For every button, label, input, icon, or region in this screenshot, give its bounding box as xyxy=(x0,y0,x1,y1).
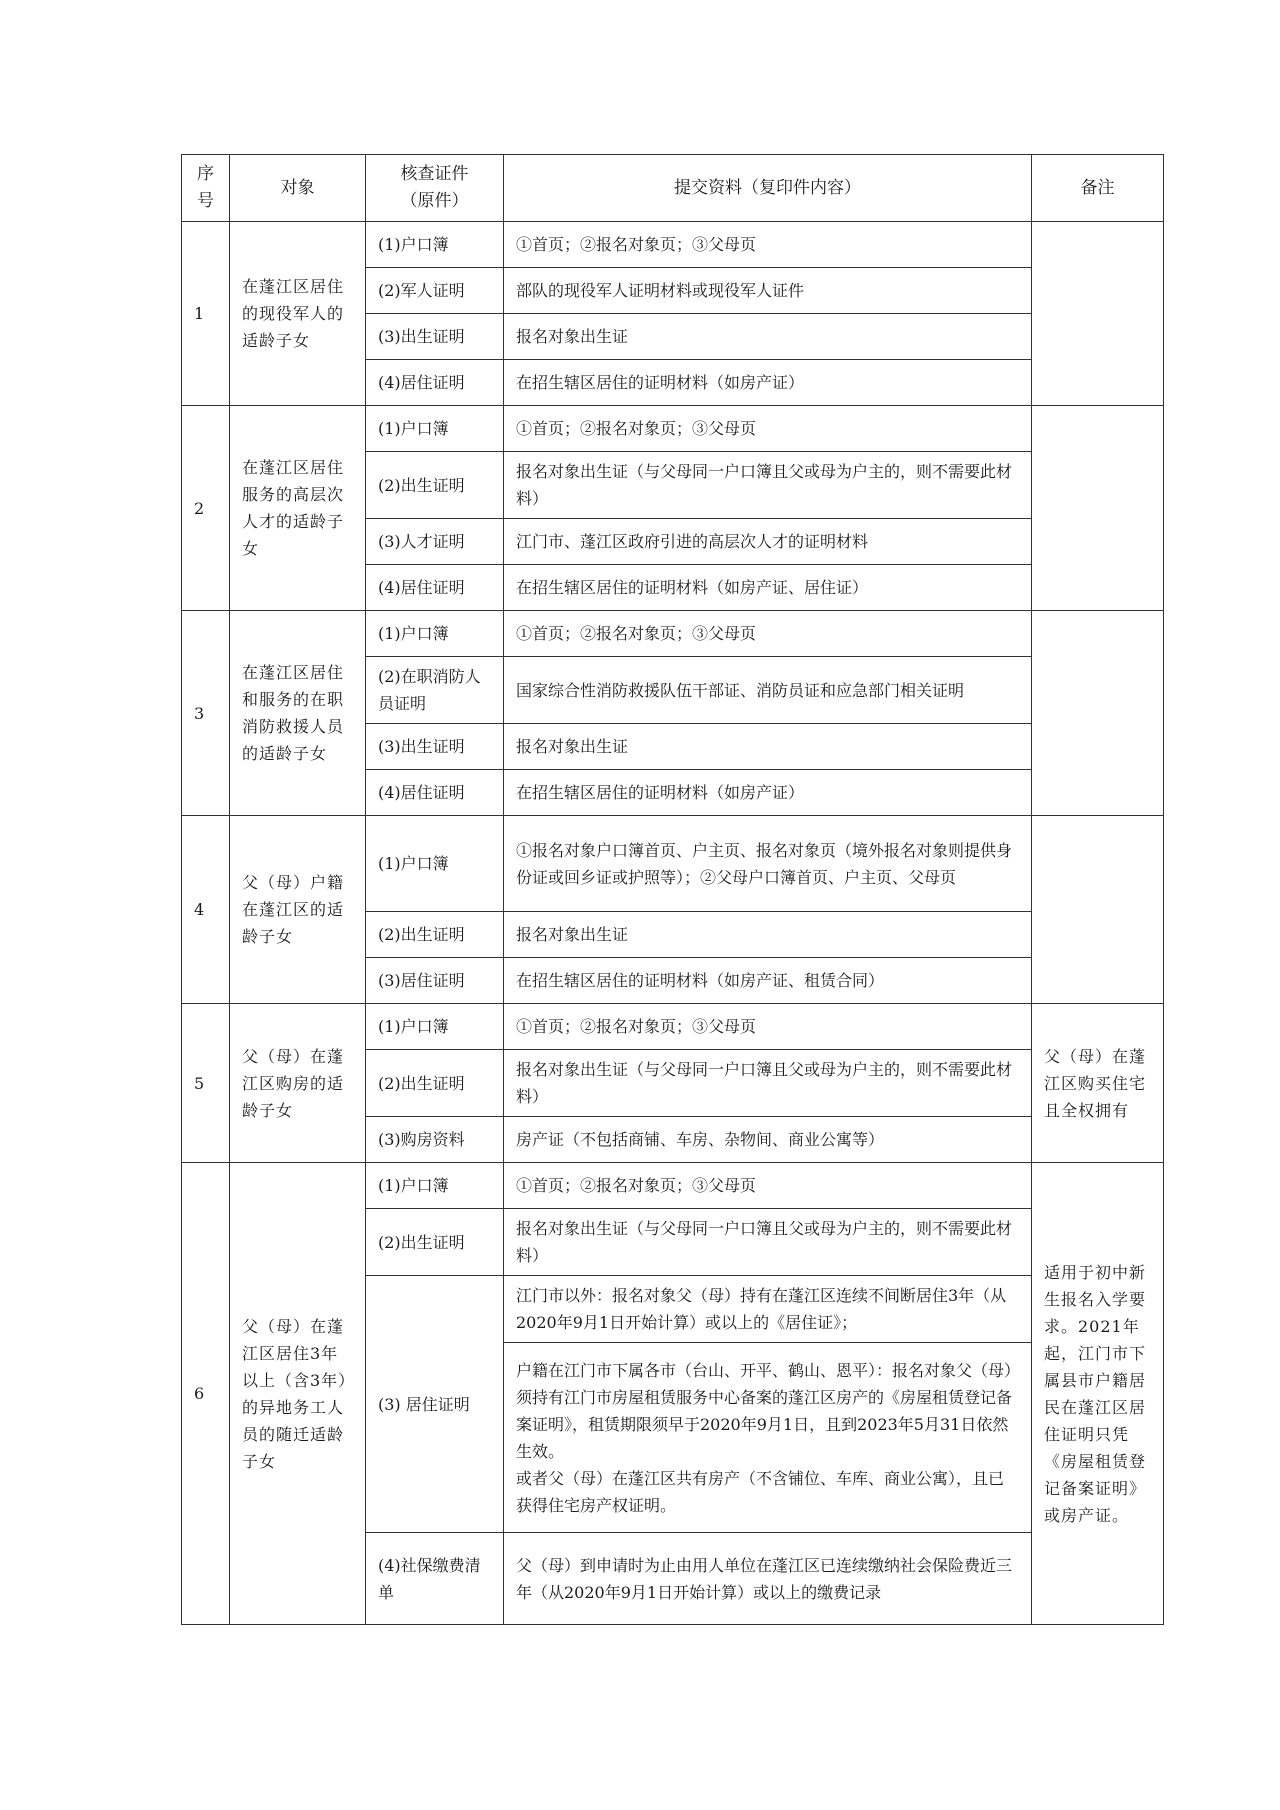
row-seq: 6 xyxy=(182,1163,230,1625)
row-note xyxy=(1032,222,1164,406)
cert-cell: (2)出生证明 xyxy=(366,1050,504,1117)
material-cell: 在招生辖区居住的证明材料（如房产证、租赁合同） xyxy=(504,958,1032,1004)
cert-cell: (3) 居住证明 xyxy=(366,1276,504,1533)
cert-cell: (2)军人证明 xyxy=(366,268,504,314)
enrollment-materials-table xyxy=(181,154,1164,1625)
material-cell: ①首页；②报名对象页；③父母页 xyxy=(504,611,1032,657)
cert-cell: (1)户口簿 xyxy=(366,611,504,657)
material-cell: 报名对象出生证 xyxy=(504,912,1032,958)
material-cell: 报名对象出生证 xyxy=(504,314,1032,360)
material-cell: ①首页；②报名对象页；③父母页 xyxy=(504,1004,1032,1050)
header-seq: 序号 xyxy=(182,155,230,222)
row-seq: 4 xyxy=(182,816,230,1004)
cert-cell: (1)户口簿 xyxy=(366,816,504,912)
material-cell xyxy=(504,1343,1032,1533)
cert-cell: (2)出生证明 xyxy=(366,1209,504,1276)
cert-cell: (2)出生证明 xyxy=(366,452,504,519)
header-cert: 核查证件 （原件） xyxy=(366,155,504,222)
material-cell: 在招生辖区居住的证明材料（如房产证） xyxy=(504,360,1032,406)
row-target: 在蓬江区居住和服务的在职消防救援人员的适龄子女 xyxy=(230,611,366,816)
row-target: 在蓬江区居住的现役军人的适龄子女 xyxy=(230,222,366,406)
material-cell: 房产证（不包括商铺、车房、杂物间、商业公寓等） xyxy=(504,1117,1032,1163)
table-row xyxy=(182,1004,1164,1050)
cert-cell: (1)户口簿 xyxy=(366,222,504,268)
table-row xyxy=(182,406,1164,452)
cert-cell: (3)居住证明 xyxy=(366,958,504,1004)
material-cell: 报名对象出生证 xyxy=(504,724,1032,770)
material-cell: 在招生辖区居住的证明材料（如房产证、居住证） xyxy=(504,565,1032,611)
header-row xyxy=(182,155,1164,222)
row-target: 父（母）在蓬江区购房的适龄子女 xyxy=(230,1004,366,1163)
cert-cell: (3)人才证明 xyxy=(366,519,504,565)
row-seq: 5 xyxy=(182,1004,230,1163)
row-note xyxy=(1032,816,1164,1004)
material-cell: ①报名对象户口簿首页、户主页、报名对象页（境外报名对象则提供身份证或回乡证或护照等）；②父母户口簿首页、户主页、父母页 xyxy=(504,816,1032,912)
material-cell: 报名对象出生证（与父母同一户口簿且父或母为户主的，则不需要此材料） xyxy=(504,452,1032,519)
row-seq: 1 xyxy=(182,222,230,406)
cert-cell: (3)购房资料 xyxy=(366,1117,504,1163)
table-row xyxy=(182,1163,1164,1209)
cert-cell: (2)出生证明 xyxy=(366,912,504,958)
material-cell: 在招生辖区居住的证明材料（如房产证） xyxy=(504,770,1032,816)
table-row xyxy=(182,611,1164,657)
cert-cell: (1)户口簿 xyxy=(366,1163,504,1209)
row-note xyxy=(1032,611,1164,816)
row-note xyxy=(1032,406,1164,611)
material-text-extra: 或者父（母）在蓬江区共有房产（不含铺位、车库、商业公寓），且已获得住宅房产权证明。 xyxy=(516,1468,1005,1515)
row-target: 父（母）在蓬江区居住3年以上（含3年）的异地务工人员的随迁适龄子女 xyxy=(230,1163,366,1625)
row-note: 父（母）在蓬江区购买住宅且全权拥有 xyxy=(1032,1004,1164,1163)
material-cell: 报名对象出生证（与父母同一户口簿且父或母为户主的，则不需要此材料） xyxy=(504,1209,1032,1276)
cert-cell: (2)在职消防人员证明 xyxy=(366,657,504,724)
row-note: 适用于初中新生报名入学要求。2021年起，江门市下属县市户籍居民在蓬江区居住证明只凭《房屋租赁登记备案证明》或房产证。 xyxy=(1032,1163,1164,1625)
material-cell: ①首页；②报名对象页；③父母页 xyxy=(504,222,1032,268)
material-cell: 国家综合性消防救援队伍干部证、消防员证和应急部门相关证明 xyxy=(504,657,1032,724)
header-note: 备注 xyxy=(1032,155,1164,222)
table-row xyxy=(182,816,1164,912)
material-cell: ①首页；②报名对象页；③父母页 xyxy=(504,1163,1032,1209)
cert-cell: (3)出生证明 xyxy=(366,314,504,360)
row-target: 父（母）户籍在蓬江区的适龄子女 xyxy=(230,816,366,1004)
row-target: 在蓬江区居住服务的高层次人才的适龄子女 xyxy=(230,406,366,611)
cert-cell: (4)居住证明 xyxy=(366,360,504,406)
row-seq: 3 xyxy=(182,611,230,816)
table-row xyxy=(182,222,1164,268)
material-cell: 江门市、蓬江区政府引进的高层次人才的证明材料 xyxy=(504,519,1032,565)
cert-cell: (4)社保缴费清单 xyxy=(366,1533,504,1625)
header-target: 对象 xyxy=(230,155,366,222)
header-materials: 提交资料（复印件内容） xyxy=(504,155,1032,222)
cert-cell: (1)户口簿 xyxy=(366,1004,504,1050)
material-cell: 报名对象出生证（与父母同一户口簿且父或母为户主的，则不需要此材料） xyxy=(504,1050,1032,1117)
material-text: 户籍在江门市下属各市（台山、开平、鹤山、恩平）：报名对象父（母）须持有江门市房屋租赁服务中心备案的蓬江区房产的《房屋租赁登记备案证明》，租赁期限须早于2020年9月1日，且到2023年5月31日依然生效。 xyxy=(516,1360,1013,1461)
material-cell: 部队的现役军人证明材料或现役军人证件 xyxy=(504,268,1032,314)
cert-cell: (3)出生证明 xyxy=(366,724,504,770)
row-seq: 2 xyxy=(182,406,230,611)
cert-cell: (1)户口簿 xyxy=(366,406,504,452)
material-cell: 父（母）到申请时为止由用人单位在蓬江区已连续缴纳社会保险费近三年（从2020年9月1日开始计算）或以上的缴费记录 xyxy=(504,1533,1032,1625)
cert-cell: (4)居住证明 xyxy=(366,770,504,816)
material-cell: ①首页；②报名对象页；③父母页 xyxy=(504,406,1032,452)
material-cell: 江门市以外：报名对象父（母）持有在蓬江区连续不间断居住3年（从2020年9月1日开始计算）或以上的《居住证》； xyxy=(504,1276,1032,1343)
cert-cell: (4)居住证明 xyxy=(366,565,504,611)
